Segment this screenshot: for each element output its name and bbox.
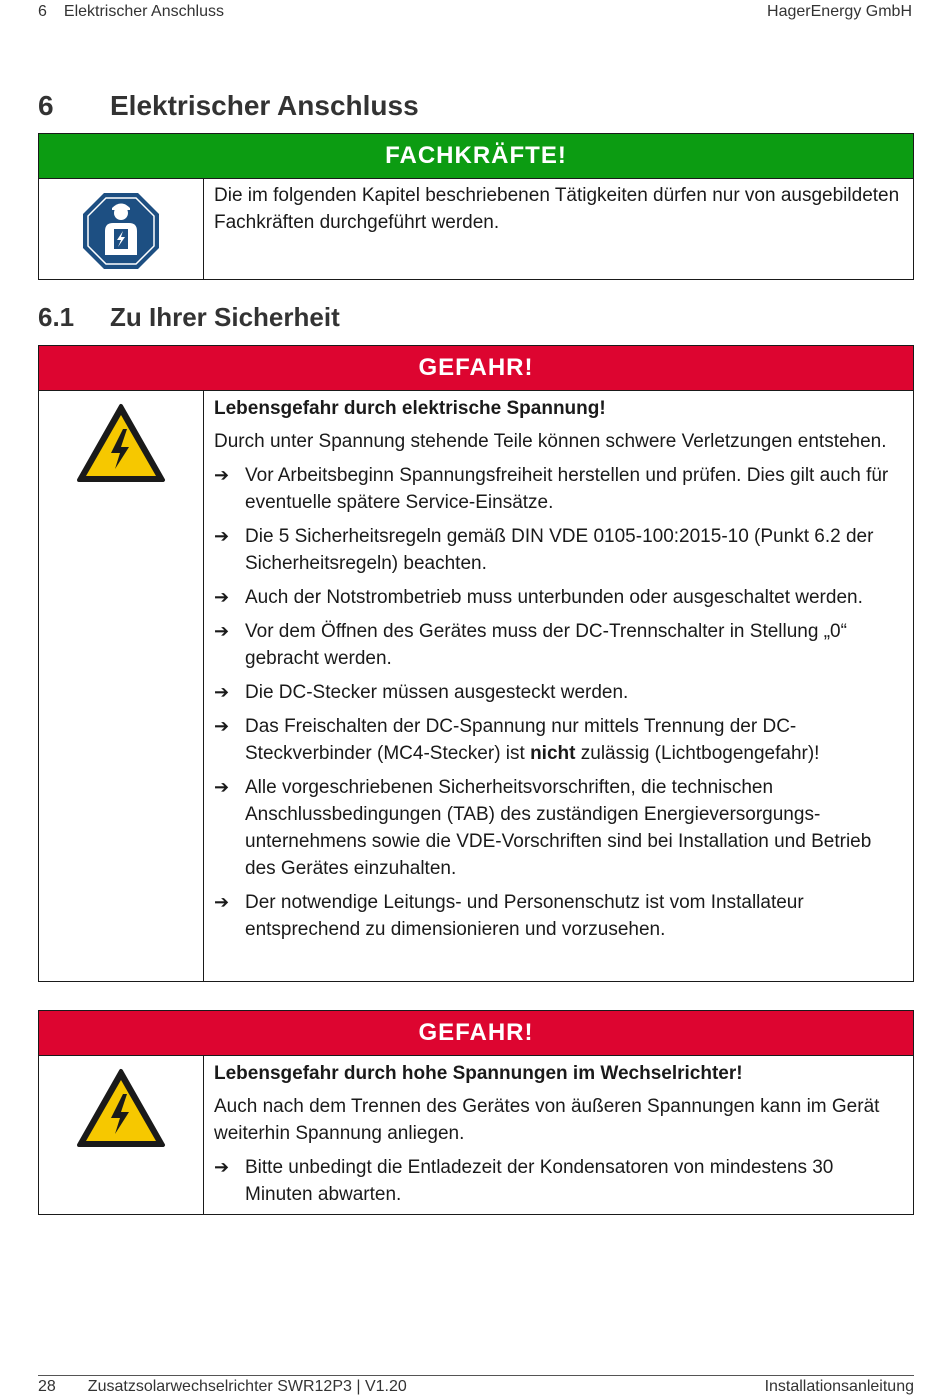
danger-notice-inverter: [38, 1010, 914, 1215]
arrow-right-icon: ➔: [214, 587, 230, 607]
header-company: HagerEnergy GmbH: [767, 3, 912, 20]
document-title: Zusatzsolarwechselrichter SWR12P3 | V1.20: [87, 1378, 407, 1395]
arrow-right-icon: ➔: [214, 1157, 230, 1177]
danger-icon-cell: [39, 391, 204, 982]
header-section-number: 6: [38, 3, 47, 20]
notice-header: [39, 134, 913, 179]
high-voltage-warning-icon: [76, 403, 166, 483]
arrow-right-icon: ➔: [214, 682, 230, 702]
notice-text: Die im folgenden Kapitel beschriebenen Tätigkeiten dürfen nur von ausgebildeten Fachkräften durchgeführt werden.: [214, 185, 900, 233]
danger-title: Lebensgefahr durch elektrische Spannung!: [214, 398, 606, 419]
list-item: ➔ Vor Arbeitsbeginn Spannungsfreiheit herstellen und prüfen. Dies gilt auch für eventuelle spätere Service-Einsätze.: [214, 462, 905, 516]
section-heading: [38, 302, 340, 333]
arrow-right-icon: ➔: [214, 465, 230, 485]
danger-intro: Auch nach dem Trennen des Gerätes von äußeren Spannungen kann im Gerät weiterhin Spannung anliegen.: [214, 1096, 880, 1144]
arrow-right-icon: ➔: [214, 621, 230, 641]
danger-instructions: [214, 1154, 905, 1208]
danger-notice-electrical: [38, 345, 914, 982]
chapter-title: Elektrischer Anschluss: [110, 90, 419, 121]
list-item: ➔ Auch der Notstrombetrieb muss unterbunden oder ausgeschaltet werden.: [214, 584, 905, 611]
chapter-number: 6: [38, 90, 54, 121]
qualified-personnel-notice: [38, 133, 914, 280]
danger-header: [39, 346, 913, 391]
notice-label: FACHKRÄFTE!: [385, 142, 567, 169]
high-voltage-warning-icon: [76, 1068, 166, 1148]
danger-icon-cell: [39, 1056, 204, 1215]
danger-header: [39, 1011, 913, 1056]
page-footer: [38, 1378, 914, 1396]
section-title: Zu Ihrer Sicherheit: [110, 302, 340, 332]
footer-divider: [38, 1375, 914, 1376]
page-number: 28: [38, 1378, 56, 1395]
section-number: 6.1: [38, 302, 75, 332]
danger-instructions: [214, 462, 905, 943]
arrow-right-icon: ➔: [214, 892, 230, 912]
header-section: [38, 3, 224, 23]
list-item: ➔ Die DC-Stecker müssen ausgesteckt werden.: [214, 679, 905, 706]
notice-icon-cell: [39, 179, 204, 280]
danger-title: Lebensgefahr durch hohe Spannungen im Wechselrichter!: [214, 1063, 743, 1084]
list-item: ➔ Der notwendige Leitungs- und Personenschutz ist vom Installateur entsprechend zu dimensionieren und vorzusehen.: [214, 889, 905, 943]
arrow-right-icon: ➔: [214, 716, 230, 736]
arrow-right-icon: ➔: [214, 526, 230, 546]
document-type: Installationsanleitung: [764, 1378, 914, 1395]
danger-intro: Durch unter Spannung stehende Teile können schwere Verletzungen entstehen.: [214, 431, 887, 452]
arrow-right-icon: ➔: [214, 777, 230, 797]
qualified-electrician-icon: [81, 191, 161, 271]
danger-label: GEFAHR!: [418, 354, 534, 381]
emphasis-not: nicht: [530, 743, 576, 764]
list-item: ➔ Vor dem Öffnen des Gerätes muss der DC-Trennschalter in Stellung „0“ gebracht werden.: [214, 618, 905, 672]
header-section-title: Elektrischer Anschluss: [63, 3, 224, 20]
list-item: ➔ Bitte unbedingt die Entladezeit der Kondensatoren von mindestens 30 Minuten abwarten.: [214, 1154, 905, 1208]
list-item: ➔ Die 5 Sicherheitsregeln gemäß DIN VDE 0105-100:2015-10 (Punkt 6.2 der Sicherheitsregeln) beachten.: [214, 523, 905, 577]
list-item: ➔ Das Freischalten der DC-Spannung nur mittels Trennung der DC-Steckverbinder (MC4-Stecker) ist nicht zulässig (Lichtbogengefahr)!: [214, 713, 905, 767]
running-header: [38, 3, 912, 23]
list-item: ➔ Alle vorgeschriebenen Sicherheitsvorschriften, die technischen Anschlussbedingungen (TAB) des zuständigen Energieversorgungs-unternehmens sowie die VDE-Vorschriften sind bei Installation und Betrieb des Gerätes einzuhalten.: [214, 774, 905, 882]
danger-label: GEFAHR!: [418, 1019, 534, 1046]
chapter-heading: [38, 90, 419, 122]
